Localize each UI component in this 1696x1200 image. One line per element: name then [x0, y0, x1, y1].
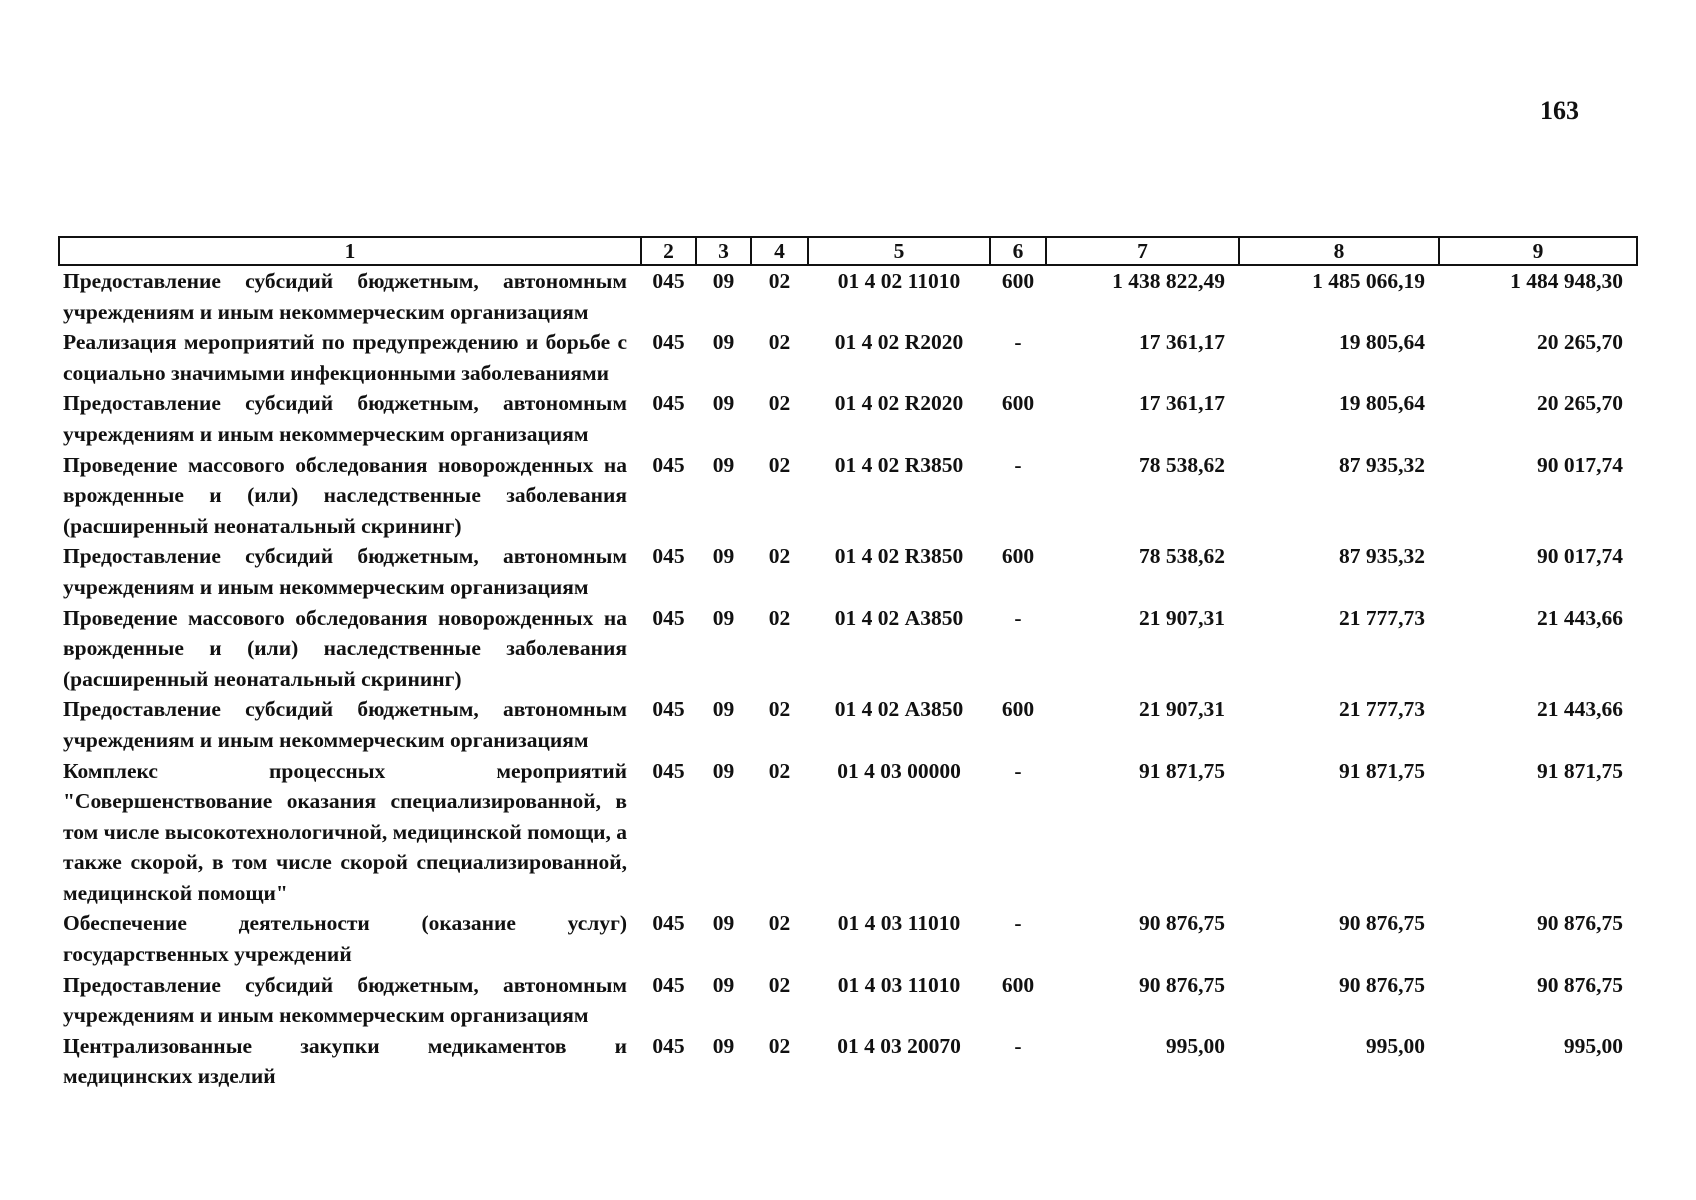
budget-table [58, 236, 1638, 1092]
table-row [59, 450, 1637, 542]
section-code-cell: 09 [712, 544, 735, 569]
target-article-cell: 01 4 03 11010 [837, 972, 961, 997]
expense-type-cell: 600 [1001, 269, 1035, 293]
column-header: 3 [696, 237, 751, 265]
expense-type-cell: - [1014, 330, 1022, 355]
section-code-cell: 09 [712, 452, 735, 477]
subsection-code-cell: 02 [768, 330, 791, 355]
amount-col9-cell: 20 265,70 [1537, 330, 1623, 355]
ministry-code-cell: 045 [652, 269, 685, 293]
table-row [59, 756, 1637, 909]
table-row [59, 541, 1637, 602]
subsection-code-cell: 02 [768, 452, 791, 477]
subsection-code-cell: 02 [768, 758, 791, 783]
target-article-cell: 01 4 02 11010 [837, 269, 961, 293]
ministry-code-cell: 045 [652, 911, 685, 936]
expense-name-cell: Комплекс процессных мероприятий "Совершенствование оказания специализированной, в том числе высокотехнологичной, медицинской помощи, а также скорой, в том числе скорой специализированной, медицинской помощи" [63, 758, 627, 905]
ministry-code-cell: 045 [652, 972, 685, 997]
subsection-code-cell: 02 [768, 911, 791, 936]
amount-col9-cell: 90 017,74 [1537, 452, 1623, 477]
expense-name-cell: Предоставление субсидий бюджетным, автономным учреждениям и иным некоммерческим организациям [63, 544, 627, 599]
subsection-code-cell: 02 [768, 269, 791, 293]
table-row [59, 908, 1637, 969]
expense-name-cell: Проведение массового обследования новорожденных на врожденные и (или) наследственные заболевания (расширенный неонатальный скрининг) [63, 605, 627, 691]
column-header: 5 [808, 237, 990, 265]
ministry-code-cell: 045 [652, 391, 685, 416]
amount-col8-cell: 87 935,32 [1339, 544, 1425, 569]
expense-type-cell: - [1014, 1033, 1022, 1058]
target-article-cell: 01 4 02 R3850 [834, 544, 964, 569]
subsection-code-cell: 02 [768, 972, 791, 997]
table-row [59, 970, 1637, 1031]
amount-col8-cell: 91 871,75 [1339, 758, 1425, 783]
amount-col7-cell: 995,00 [1165, 1033, 1225, 1058]
ministry-code-cell: 045 [652, 544, 685, 569]
expense-name-cell: Предоставление субсидий бюджетным, автономным учреждениям и иным некоммерческим организациям [63, 391, 627, 446]
section-code-cell: 09 [712, 697, 735, 722]
expense-name-cell: Реализация мероприятий по предупреждению и борьбе с социально значимыми инфекционными заболеваниями [63, 330, 627, 385]
subsection-code-cell: 02 [768, 697, 791, 722]
amount-col8-cell: 995,00 [1365, 1033, 1425, 1058]
expense-type-cell: - [1014, 758, 1022, 783]
amount-col7-cell: 1 438 822,49 [1112, 269, 1225, 293]
subsection-code-cell: 02 [768, 605, 791, 630]
amount-col8-cell: 19 805,64 [1339, 330, 1425, 355]
amount-col9-cell: 995,00 [1563, 1033, 1623, 1058]
expense-name-cell: Проведение массового обследования новорожденных на врожденные и (или) наследственные заболевания (расширенный неонатальный скрининг) [63, 452, 627, 538]
table-row [59, 265, 1637, 327]
section-code-cell: 09 [712, 1033, 735, 1058]
amount-col7-cell: 78 538,62 [1139, 544, 1225, 569]
table-row [59, 388, 1637, 449]
section-code-cell: 09 [712, 391, 735, 416]
amount-col9-cell: 1 484 948,30 [1510, 269, 1623, 293]
column-header: 6 [990, 237, 1046, 265]
amount-col8-cell: 19 805,64 [1339, 391, 1425, 416]
amount-col7-cell: 90 876,75 [1139, 972, 1225, 997]
amount-col9-cell: 91 871,75 [1537, 758, 1623, 783]
subsection-code-cell: 02 [768, 544, 791, 569]
expense-name-cell: Обеспечение деятельности (оказание услуг) государственных учреждений [63, 911, 627, 967]
amount-col8-cell: 87 935,32 [1339, 452, 1425, 477]
amount-col7-cell: 91 871,75 [1139, 758, 1225, 783]
target-article-cell: 01 4 03 00000 [837, 758, 961, 783]
amount-col7-cell: 21 907,31 [1139, 605, 1225, 630]
ministry-code-cell: 045 [652, 605, 685, 630]
amount-col9-cell: 90 017,74 [1537, 544, 1623, 569]
target-article-cell: 01 4 02 А3850 [834, 697, 964, 722]
column-header: 7 [1046, 237, 1239, 265]
subsection-code-cell: 02 [768, 1033, 791, 1058]
target-article-cell: 01 4 03 20070 [837, 1033, 961, 1058]
section-code-cell: 09 [712, 911, 735, 936]
expense-type-cell: - [1014, 452, 1022, 477]
expense-type-cell: 600 [1001, 972, 1035, 997]
table-row [59, 603, 1637, 695]
expense-name-cell: Централизованные закупки медикаментов и медицинских изделий [63, 1033, 627, 1089]
ministry-code-cell: 045 [652, 1033, 685, 1058]
expense-name-cell: Предоставление субсидий бюджетным, автономным учреждениям и иным некоммерческим организациям [63, 697, 627, 752]
expense-type-cell: 600 [1001, 544, 1035, 569]
expense-type-cell: - [1014, 605, 1022, 630]
ministry-code-cell: 045 [652, 330, 685, 355]
subsection-code-cell: 02 [768, 391, 791, 416]
target-article-cell: 01 4 02 А3850 [834, 605, 964, 630]
column-header: 2 [641, 237, 696, 265]
table-row [59, 694, 1637, 755]
section-code-cell: 09 [712, 758, 735, 783]
table-row [59, 1031, 1637, 1092]
column-header: 9 [1439, 237, 1637, 265]
page-number: 163 [1540, 96, 1579, 125]
table-header-row [59, 237, 1637, 265]
section-code-cell: 09 [712, 972, 735, 997]
expense-type-cell: 600 [1001, 391, 1035, 416]
ministry-code-cell: 045 [652, 452, 685, 477]
amount-col7-cell: 17 361,17 [1139, 391, 1225, 416]
amount-col9-cell: 90 876,75 [1537, 911, 1623, 936]
section-code-cell: 09 [712, 605, 735, 630]
amount-col8-cell: 90 876,75 [1339, 911, 1425, 936]
expense-name-cell: Предоставление субсидий бюджетным, автономным учреждениям и иным некоммерческим организациям [63, 972, 627, 1028]
amount-col8-cell: 90 876,75 [1339, 972, 1425, 997]
amount-col8-cell: 1 485 066,19 [1312, 269, 1425, 293]
ministry-code-cell: 045 [652, 758, 685, 783]
amount-col9-cell: 90 876,75 [1537, 972, 1623, 997]
amount-col9-cell: 21 443,66 [1537, 697, 1623, 722]
section-code-cell: 09 [712, 330, 735, 355]
target-article-cell: 01 4 02 R2020 [834, 330, 964, 355]
column-header: 8 [1239, 237, 1439, 265]
target-article-cell: 01 4 02 R3850 [834, 452, 964, 477]
column-header: 4 [751, 237, 808, 265]
column-header: 1 [59, 237, 641, 265]
ministry-code-cell: 045 [652, 697, 685, 722]
section-code-cell: 09 [712, 269, 735, 293]
expense-type-cell: - [1014, 911, 1022, 936]
expense-name-cell: Предоставление субсидий бюджетным, автономным учреждениям и иным некоммерческим организациям [63, 269, 627, 324]
amount-col9-cell: 21 443,66 [1537, 605, 1623, 630]
amount-col7-cell: 17 361,17 [1139, 330, 1225, 355]
target-article-cell: 01 4 02 R2020 [834, 391, 964, 416]
amount-col7-cell: 21 907,31 [1139, 697, 1225, 722]
table-row [59, 327, 1637, 388]
amount-col8-cell: 21 777,73 [1339, 697, 1425, 722]
amount-col9-cell: 20 265,70 [1537, 391, 1623, 416]
amount-col7-cell: 78 538,62 [1139, 452, 1225, 477]
amount-col8-cell: 21 777,73 [1339, 605, 1425, 630]
target-article-cell: 01 4 03 11010 [837, 911, 961, 936]
amount-col7-cell: 90 876,75 [1139, 911, 1225, 936]
expense-type-cell: 600 [1001, 697, 1035, 722]
